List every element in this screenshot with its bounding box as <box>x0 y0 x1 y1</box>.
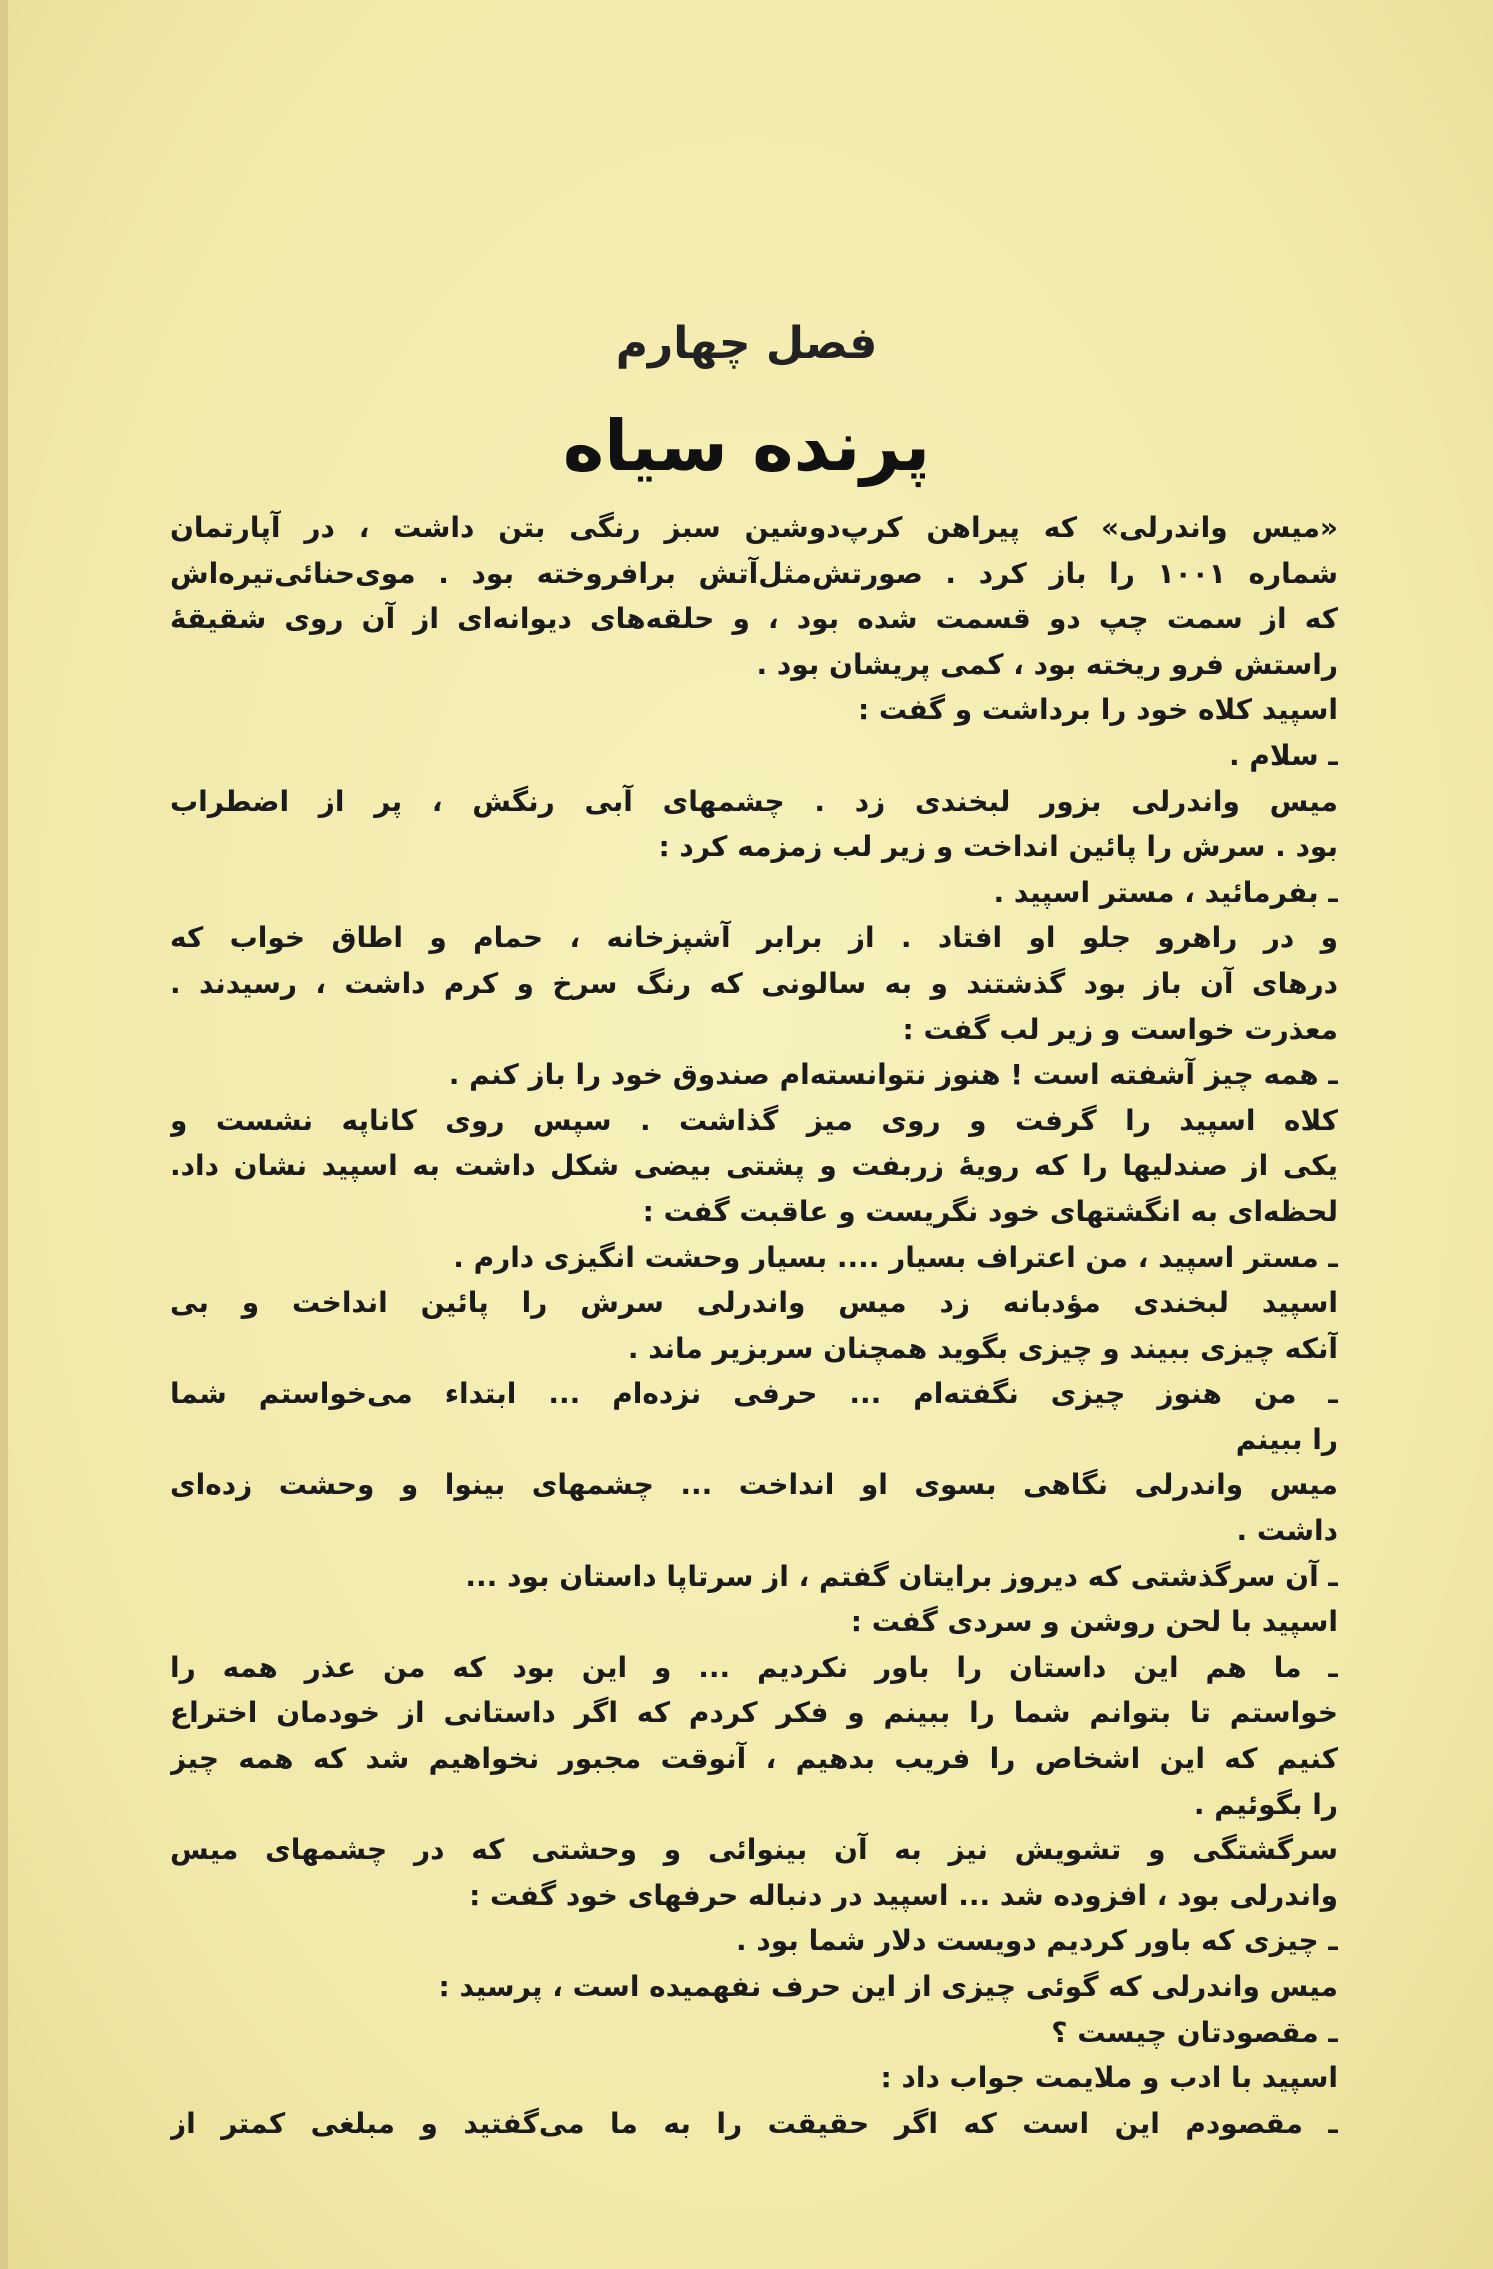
text-line: واندرلی بود ، افزوده شد ... اسپید در دنباله حرفهای خود گفت : <box>469 1878 1338 1912</box>
text-line: که از سمت چپ دو قسمت شده بود ، و حلقه‌های دیوانه‌ای از آن روی شقیقهٔ <box>170 602 1338 636</box>
text-line: کنیم که این اشخاص را فریب بدهیم ، آنوقت مجبور نخواهیم شد که همه چیز <box>170 1742 1338 1776</box>
text-line: کلاه اسپید را گرفت و روی میز گذاشت . سپس روی کاناپه نشست و <box>170 1103 1338 1137</box>
text-line: اسپید با لحن روشن و سردی گفت : <box>850 1605 1338 1639</box>
body-text <box>170 505 1338 2146</box>
text-line: شماره ۱۰۰۱ را باز کرد . صورتش‌مثل‌آتش برافروخته بود . موی‌حنائی‌تیره‌اش <box>170 556 1338 590</box>
text-line: معذرت خواست و زیر لب گفت : <box>902 1012 1338 1046</box>
text-line: آنکه چیزی ببیند و چیزی بگوید همچنان سربزیر ماند . <box>627 1331 1338 1365</box>
text-line: خواستم تا بتوانم شما را ببینم و فکر کردم که اگر داستانی از خودمان اختراع <box>170 1696 1338 1730</box>
text-line: ـ مستر اسپید ، من اعتراف بسیار .... بسیار وحشت انگیزی دارم . <box>453 1240 1338 1274</box>
chapter-title: پرنده سیاه <box>562 405 931 487</box>
chapter-label: فصل چهارم <box>615 318 878 369</box>
text-line: ـ آن سرگذشتی که دیروز برایتان گفتم ، از سرتاپا داستان بود ... <box>465 1559 1338 1593</box>
text-line: لحظه‌ای به انگشتهای خود نگریست و عاقبت گفت : <box>642 1194 1338 1228</box>
text-line: ـ بفرمائید ، مستر اسپید . <box>993 875 1338 909</box>
text-line: ـ همه چیز آشفته است ! هنوز نتوانسته‌ام صندوق خود را باز کنم . <box>448 1058 1338 1092</box>
text-line: ـ چیزی که باور کردیم دویست دلار شما بود . <box>736 1924 1338 1958</box>
text-line: را ببینم <box>1235 1422 1338 1456</box>
text-line: اسپید با ادب و ملایمت جواب داد : <box>880 2061 1338 2095</box>
text-line: «میس واندرلی» که پیراهن کرپ‌دوشین سبز رنگی بتن داشت ، در آپارتمان <box>170 511 1338 544</box>
text-line: سرگشتگی و تشویش نیز به آن بینوائی و وحشتی که در چشمهای میس <box>170 1833 1338 1867</box>
text-line: میس واندرلی نگاهی بسوی او انداخت ... چشمهای بینوا و وحشت زده‌ای <box>170 1468 1338 1502</box>
text-line: اسپید لبخندی مؤدبانه زد میس واندرلی سرش را پائین انداخت و بی <box>170 1286 1338 1320</box>
text-line: راستش فرو ریخته بود ، کمی پریشان بود . <box>756 647 1338 681</box>
text-line: یکی از صندلیها را که رویهٔ زربفت و پشتی بیضی شکل داشت به اسپید نشان داد. <box>170 1149 1338 1183</box>
text-line: بود . سرش را پائین انداخت و زیر لب زمزمه کرد : <box>658 830 1338 864</box>
text-line: ـ مقصودتان چیست ؟ <box>1051 2015 1338 2049</box>
text-line: و در راهرو جلو او افتاد . از برابر آشپزخانه ، حمام و اطاق خواب که <box>170 921 1338 955</box>
text-line: ـ ما هم این داستان را باور نکردیم ... و این بود که من عذر همه را <box>170 1650 1338 1684</box>
text-line: داشت . <box>1236 1514 1338 1548</box>
text-line: ـ سلام . <box>1228 738 1338 772</box>
text-line: اسپید کلاه خود را برداشت و گفت : <box>857 693 1338 727</box>
text-line: را بگوئیم . <box>1193 1787 1338 1821</box>
text-line: میس واندرلی که گوئی چیزی از این حرف نفهمیده است ، پرسید : <box>438 1970 1338 2003</box>
text-line: ـ مقصودم این است که اگر حقیقت را به ما می‌گفتید و مبلغی کمتر از <box>170 2106 1338 2140</box>
text-line: درهای آن باز بود گذشتند و به سالونی که رنگ سرخ و کرم داشت ، رسیدند . <box>170 966 1338 1000</box>
text-line: ـ من هنوز چیزی نگفته‌ام ... حرفی نزده‌ام ... ابتداء می‌خواستم شما <box>170 1377 1338 1411</box>
text-line: میس واندرلی بزور لبخندی زد . چشمهای آبی رنگش ، پر از اضطراب <box>170 784 1338 818</box>
